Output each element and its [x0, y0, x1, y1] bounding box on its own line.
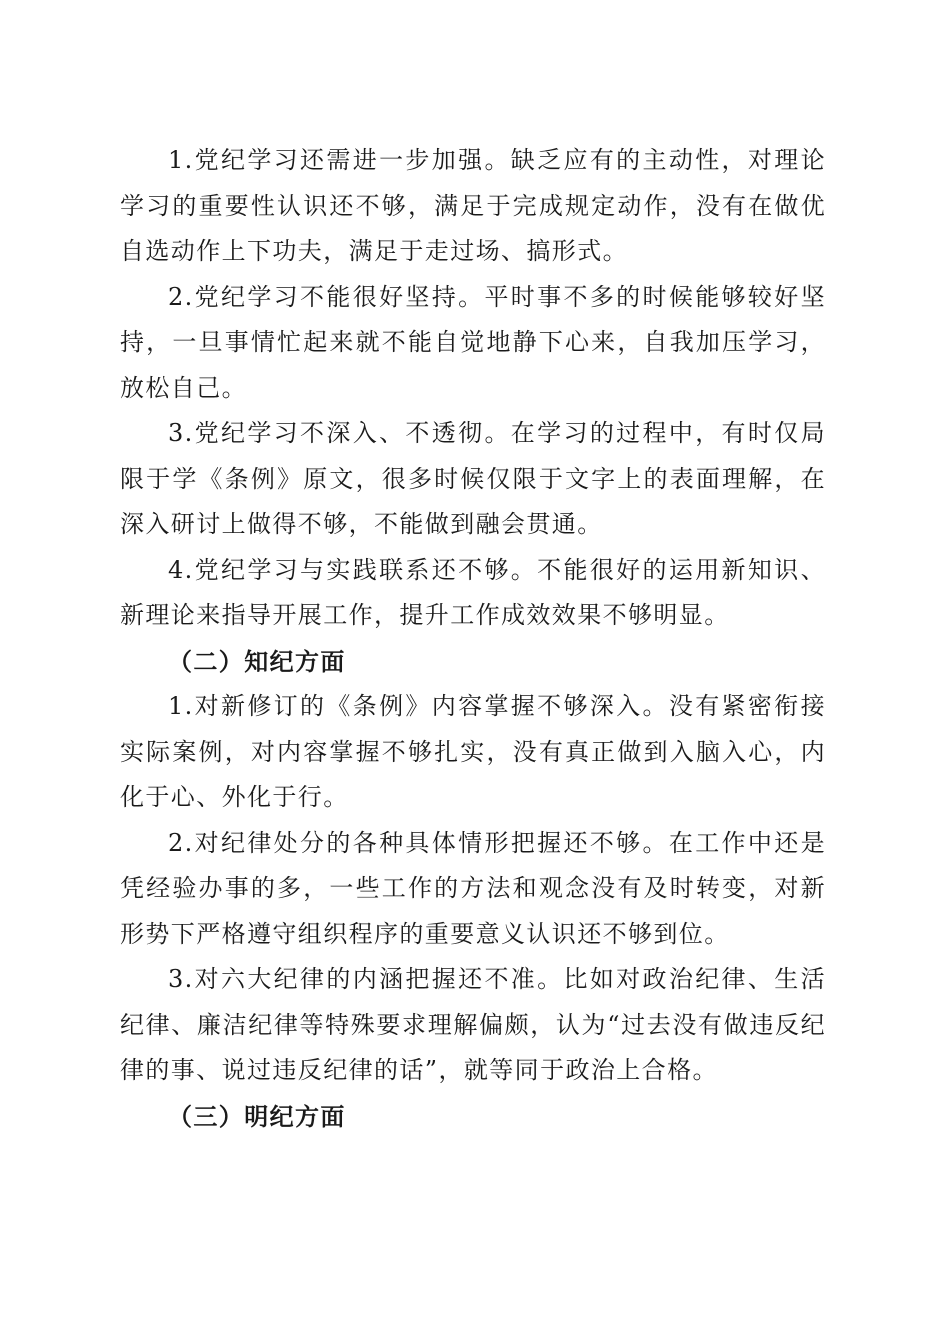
paragraph-study-practice: 4.党纪学习与实践联系还不够。不能很好的运用新知识、新理论来指导开展工作，提升工作成效效果不够明显。	[120, 555, 826, 629]
section-heading-knowing-discipline: （二）知纪方面	[168, 646, 346, 676]
paragraph-study-depth: 3.党纪学习不深入、不透彻。在学习的过程中，有时仅局限于学《条例》原文，很多时候仅限于文字上的表面理解，在深入研讨上做得不够，不能做到融会贯通。	[120, 419, 826, 538]
paragraph-regulation-mastery: 1.对新修订的《条例》内容掌握不够深入。没有紧密衔接实际案例，对内容掌握不够扎实，没有真正做到入脑入心，内化于心、外化于行。	[120, 692, 826, 811]
document-body	[120, 138, 826, 1139]
paragraph-six-disciplines: 3.对六大纪律的内涵把握还不准。比如对政治纪律、生活纪律、廉洁纪律等特殊要求理解偏颇，认为“过去没有做违反纪律的事、说过违反纪律的话”，就等同于政治上合格。	[120, 965, 826, 1084]
paragraph-study-persist: 2.党纪学习不能很好坚持。平时事不多的时候能够较好坚持，一旦事情忙起来就不能自觉地静下心来，自我加压学习，放松自己。	[120, 282, 826, 402]
paragraph-disciplinary-cases: 2.对纪律处分的各种具体情形把握还不够。在工作中还是凭经验办事的多，一些工作的方法和观念没有及时转变，对新形势下严格遵守组织程序的重要意义认识还不够到位。	[120, 828, 826, 948]
paragraph-study-strengthen: 1.党纪学习还需进一步加强。缺乏应有的主动性，对理论学习的重要性认识还不够，满足于完成规定动作，没有在做优自选动作上下功夫，满足于走过场、搞形式。	[120, 146, 826, 265]
section-heading-understanding-discipline: （三）明纪方面	[168, 1101, 346, 1131]
